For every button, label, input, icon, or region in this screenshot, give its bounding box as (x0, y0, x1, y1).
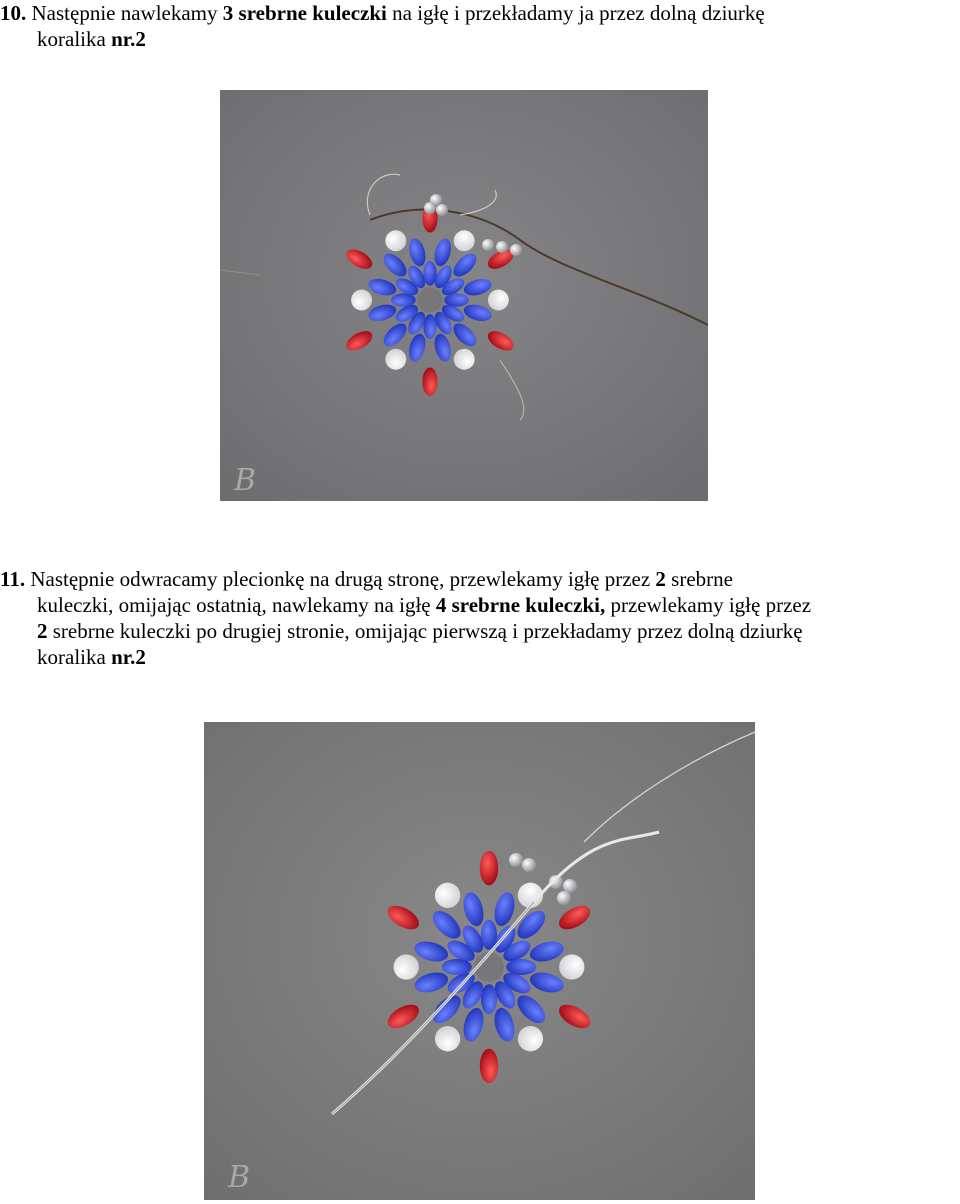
red-drop-bead (422, 367, 437, 396)
blue-bead (423, 314, 436, 339)
text-run: kuleczki, omijając ostatnią, nawlekamy na igłę (37, 593, 436, 617)
watermark: B (228, 1160, 251, 1195)
text-run: koralika (37, 645, 112, 669)
bold-text: 4 srebrne kuleczki, (435, 593, 606, 617)
blue-bead (481, 984, 497, 1014)
red-drop-bead (480, 851, 498, 886)
blue-bead (423, 261, 436, 286)
text-run: przewlekamy igłę przez (605, 593, 812, 617)
white-bead (394, 954, 419, 979)
step-number: 10. (0, 1, 27, 25)
step-11-instruction (0, 566, 955, 670)
step-10-instruction (0, 0, 955, 52)
text-run: koralika (37, 27, 112, 51)
blue-bead (506, 959, 536, 975)
step-10-photo (220, 90, 708, 501)
step-number: 11. (0, 567, 26, 591)
white-bead (559, 954, 584, 979)
blue-bead (442, 959, 472, 975)
white-bead (488, 290, 509, 311)
bold-text: 3 srebrne kuleczki (222, 1, 387, 25)
text-run: srebrne (665, 567, 733, 591)
blue-bead (444, 293, 469, 306)
text-run: Następnie nawlekamy (26, 1, 223, 25)
watermark: B (234, 463, 257, 498)
text-run: srebrne kuleczki po drugiej stronie, omijając pierwszą i przekładamy przez dolną dziurkę (47, 619, 803, 643)
beadwork-image (204, 722, 755, 1200)
bold-text: nr.2 (111, 645, 146, 669)
bold-text: 2 (655, 567, 666, 591)
bold-text: nr.2 (111, 27, 146, 51)
step-11-photo (204, 722, 755, 1200)
bold-text: 2 (37, 619, 48, 643)
white-bead (351, 290, 372, 311)
center-hole (418, 288, 443, 313)
text-run: Następnie odwracamy plecionkę na drugą stronę, przewlekamy igłę przez (25, 567, 656, 591)
blue-bead (391, 293, 416, 306)
text-run: na igłę i przekładamy ja przez dolną dziurkę (386, 1, 765, 25)
beadwork-image (220, 90, 708, 501)
red-drop-bead (480, 1049, 498, 1084)
